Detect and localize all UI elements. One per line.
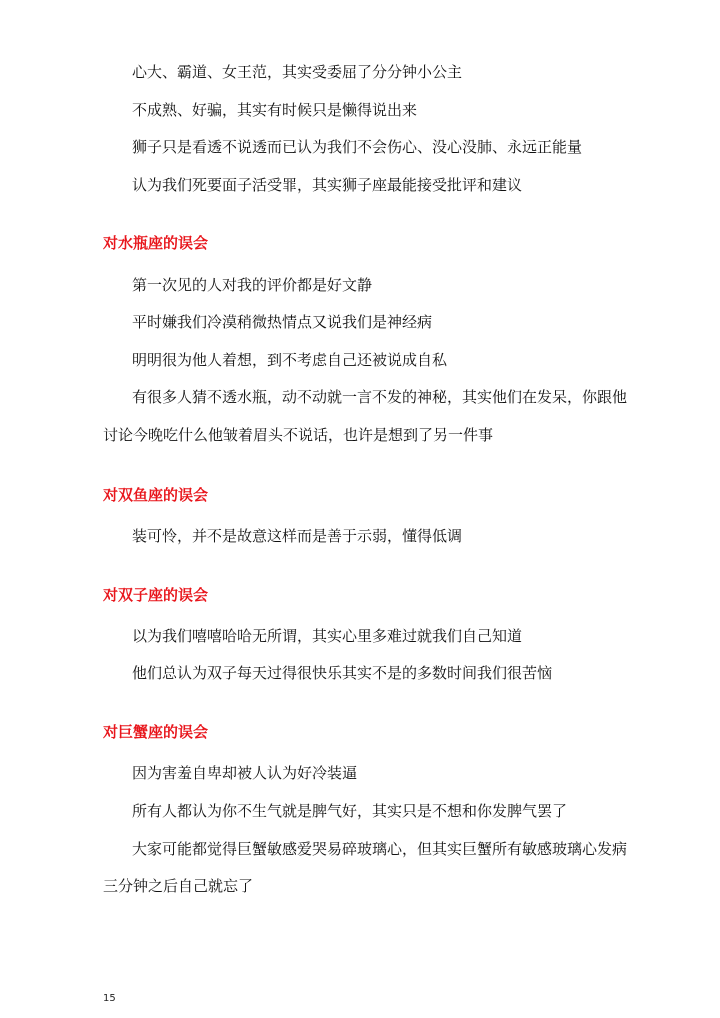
gemini-heading: 对双子座的误会 (103, 586, 209, 604)
leo-line-1: 心大、霸道、女王范，其实受委屈了分分钟小公主 (132, 63, 463, 81)
pisces-line-1: 装可怜，并不是故意这样而是善于示弱，懂得低调 (132, 527, 463, 545)
aquarius-line-5: 讨论今晚吃什么他皱着眉头不说话，也许是想到了另一件事 (103, 426, 494, 444)
aquarius-line-1: 第一次见的人对我的评价都是好文静 (132, 276, 373, 294)
pisces-heading: 对双鱼座的误会 (103, 486, 209, 504)
cancer-line-2: 所有人都认为你不生气就是脾气好，其实只是不想和你发脾气罢了 (132, 802, 568, 820)
leo-line-4: 认为我们死要面子活受罪，其实狮子座最能接受批评和建议 (132, 176, 523, 194)
aquarius-line-2: 平时嫌我们冷漠稍微热情点又说我们是神经病 (132, 313, 433, 331)
page-number: 15 (103, 993, 116, 1004)
leo-line-3: 狮子只是看透不说透而已认为我们不会伤心、没心没肺、永远正能量 (132, 138, 583, 156)
cancer-line-3: 大家可能都觉得巨蟹敏感爱哭易碎玻璃心，但其实巨蟹所有敏感玻璃心发病 (132, 840, 628, 858)
cancer-line-1: 因为害羞自卑却被人认为好冷装逼 (132, 764, 358, 782)
aquarius-line-3: 明明很为他人着想，到不考虑自己还被说成自私 (132, 351, 448, 369)
cancer-heading: 对巨蟹座的误会 (103, 723, 209, 741)
aquarius-heading: 对水瓶座的误会 (103, 234, 209, 252)
cancer-line-4: 三分钟之后自己就忘了 (103, 877, 254, 895)
leo-line-2: 不成熟、好骗，其实有时候只是懒得说出来 (132, 101, 418, 119)
gemini-line-2: 他们总认为双子每天过得很快乐其实不是的多数时间我们很苦恼 (132, 664, 553, 682)
aquarius-line-4: 有很多人猜不透水瓶，动不动就一言不发的神秘，其实他们在发呆，你跟他 (132, 388, 628, 406)
gemini-line-1: 以为我们嘻嘻哈哈无所谓，其实心里多难过就我们自己知道 (132, 627, 523, 645)
